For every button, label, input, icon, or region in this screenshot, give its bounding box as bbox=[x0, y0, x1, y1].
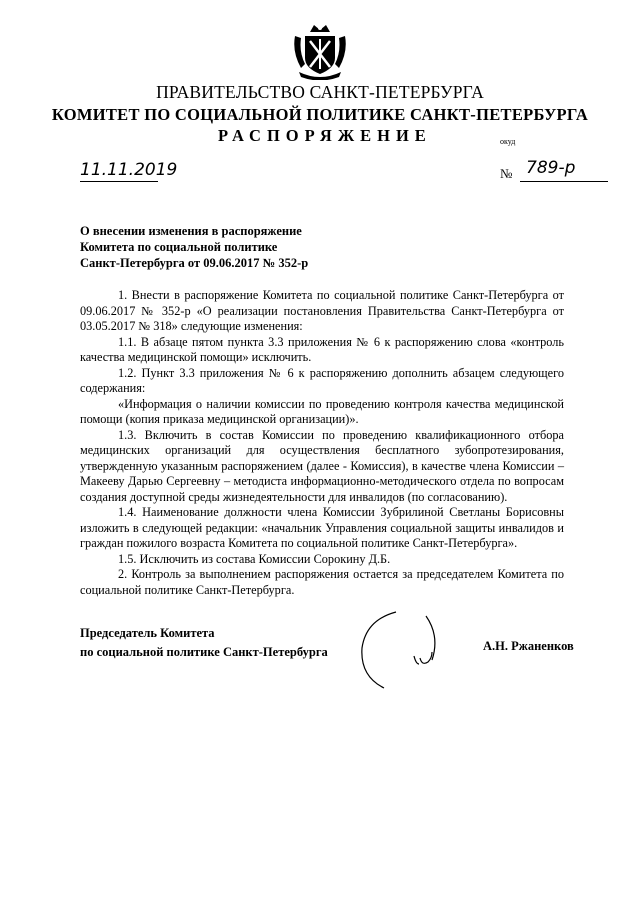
signer-title bbox=[80, 624, 328, 662]
coat-of-arms-icon bbox=[293, 22, 347, 80]
subject-line: О внесении изменения в распоряжение bbox=[80, 224, 302, 238]
number-label: № bbox=[500, 166, 513, 181]
body-paragraph: 1.2. Пункт 3.3 приложения № 6 к распоряжению дополнить абзацем следующего содержания: bbox=[80, 365, 564, 395]
number-underline bbox=[520, 181, 608, 182]
okud-label: окуд bbox=[500, 137, 516, 146]
committee-title: КОМИТЕТ ПО СОЦИАЛЬНОЙ ПОЛИТИКЕ САНКТ-ПЕТЕРБУРГА bbox=[51, 105, 589, 124]
subject-line: Санкт-Петербурга от 09.06.2017 № 352-р bbox=[80, 256, 309, 270]
date-underline bbox=[80, 181, 158, 182]
body-paragraph: 1.5. Исключить из состава Комиссии Сорокину Д.Б. bbox=[118, 551, 391, 566]
subject-line: Комитета по социальной политике bbox=[80, 240, 278, 254]
signer-name: А.Н. Ржаненков bbox=[483, 639, 574, 653]
document-type: РАСПОРЯЖЕНИЕ bbox=[218, 126, 432, 145]
body-paragraph: 2. Контроль за выполнением распоряжения остается за председателем Комитета по социальной политике Санкт-Петербурга. bbox=[80, 567, 564, 597]
body-paragraph: 1.3. Включить в состав Комиссии по проведению квалификационного отбора медицинских организаций для осуществления бесплатного зубопротезирования, утвержденную указанным распоряжением (далее - Комиссия), в качестве члена Комиссии – Макееву Дарью Сергеевну – методиста информационно-методического отдела по вопросам создания доступной среды жизнедеятельности для инвалидов (по согласованию). bbox=[80, 427, 564, 504]
document-subject bbox=[80, 223, 308, 271]
document-date: 11.11.2019 bbox=[80, 160, 178, 180]
signer-title-line: по социальной политике Санкт-Петербурга bbox=[80, 645, 328, 659]
government-title: ПРАВИТЕЛЬСТВО САНКТ-ПЕТЕРБУРГА bbox=[156, 82, 484, 102]
handwritten-signature bbox=[356, 606, 446, 692]
signer-title-line: Председатель Комитета bbox=[80, 626, 215, 640]
body-paragraph: «Информация о наличии комиссии по проведению контроля качества медицинской помощи (копия приказа медицинской организации)». bbox=[80, 396, 564, 426]
body-paragraph: 1.4. Наименование должности члена Комиссии Зубрилиной Светланы Борисовны изложить в следующей редакции: «начальник Управления социальной защиты инвалидов и граждан пожилого возраста Комитета по социальной политике Санкт-Петербурга». bbox=[80, 505, 564, 550]
document-number: 789-р bbox=[526, 158, 576, 178]
body-paragraph: 1. Внести в распоряжение Комитета по социальной политике Санкт-Петербурга от 09.06.2017 № 352-р «О реализации постановления Правительства Санкт-Петербурга от 03.05.2017 № 318» следующие изменения: bbox=[80, 288, 564, 333]
body-paragraph: 1.1. В абзаце пятом пункта 3.3 приложения № 6 к распоряжению слова «контроль качества медицинской помощи» исключить. bbox=[80, 334, 564, 364]
document-body bbox=[80, 288, 564, 598]
